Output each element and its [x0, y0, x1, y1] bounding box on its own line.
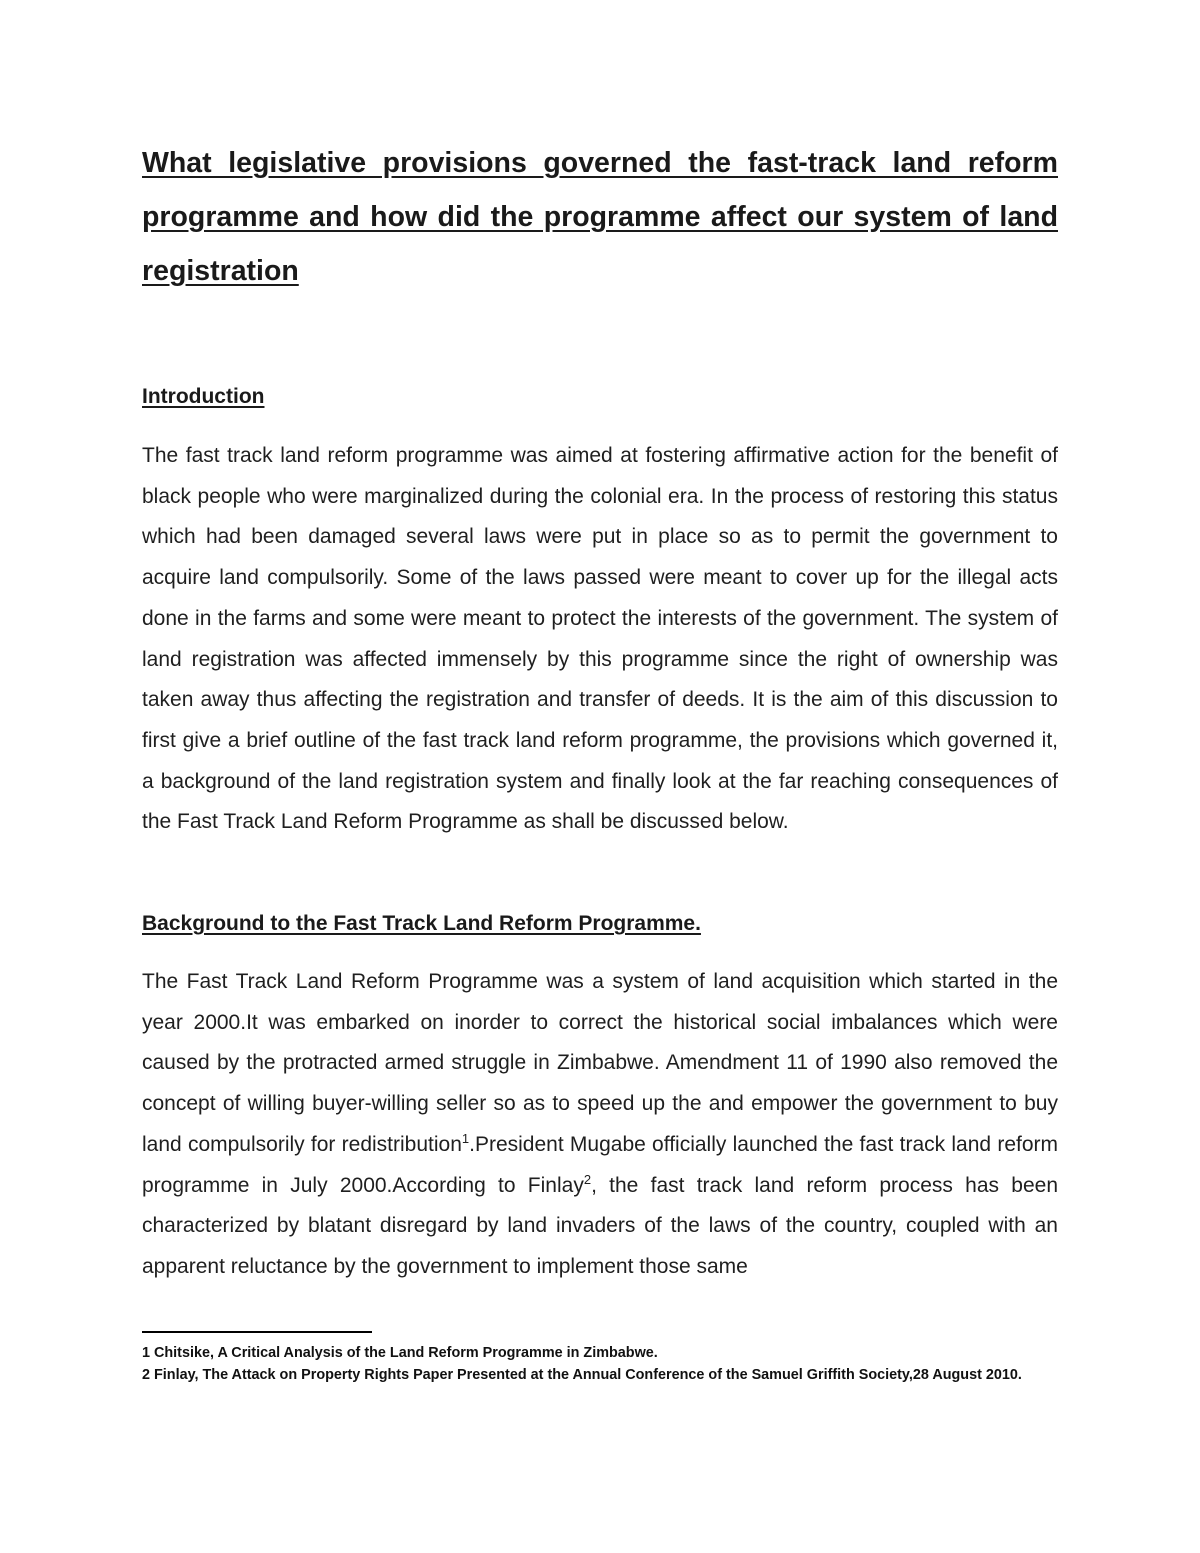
- background-heading: Background to the Fast Track Land Reform Programme.: [142, 912, 701, 935]
- footnote-reference-1: 1: [461, 1130, 470, 1146]
- background-paragraph-part-1: The Fast Track Land Reform Programme was a system of land acquisition which started in the year 2000.It was embarked on inorder to correct the historical social imbalances which were caused by the protracted armed struggle in Zimbabwe. Amendment 11 of 1990 also removed the concept of willing buyer-willing seller so as to speed up the and empower the government to buy land compulsorily for redistribution: [142, 970, 1058, 1156]
- background-paragraph-part-3: , the fast track land reform process has been characterized by blatant disregard by land invaders of the laws of the country, coupled with an apparent reluctance by the government to implement those same: [142, 1173, 1058, 1278]
- footnote-2: 2 Finlay, The Attack on Property Rights Paper Presented at the Annual Conference of the Samuel Griffith Society,28 August 2010.: [142, 1367, 1022, 1383]
- footnote-separator: [142, 1331, 372, 1333]
- document-title: What legislative provisions governed the fast-track land reform programme and how did the programme affect our system of land registration: [142, 147, 1058, 287]
- background-paragraph: [142, 962, 1058, 1288]
- introduction-heading: Introduction: [142, 385, 265, 408]
- footnote-1: 1 Chitsike, A Critical Analysis of the Land Reform Programme in Zimbabwe.: [142, 1345, 658, 1361]
- background-paragraph-part-2: .President Mugabe officially launched the fast track land reform programme in July 2000.According to Finlay: [142, 1132, 1059, 1197]
- footnote-reference-2: 2: [583, 1171, 592, 1187]
- footnotes: [142, 1342, 1058, 1386]
- introduction-paragraph: The fast track land reform programme was aimed at fostering affirmative action for the benefit of black people who were marginalized during the colonial era. In the process of restoring this status which had been damaged several laws were put in place so as to permit the government to acquire land compulsorily. Some of the laws passed were meant to cover up for the illegal acts done in the farms and some were meant to protect the interests of the government. The system of land registration was affected immensely by this programme since the right of ownership was taken away thus affecting the registration and transfer of deeds. It is the aim of this discussion to first give a brief outline of the fast track land reform programme, the provisions which governed it, a background of the land registration system and finally look at the far reaching consequences of the Fast Track Land Reform Programme as shall be discussed below.: [142, 444, 1058, 834]
